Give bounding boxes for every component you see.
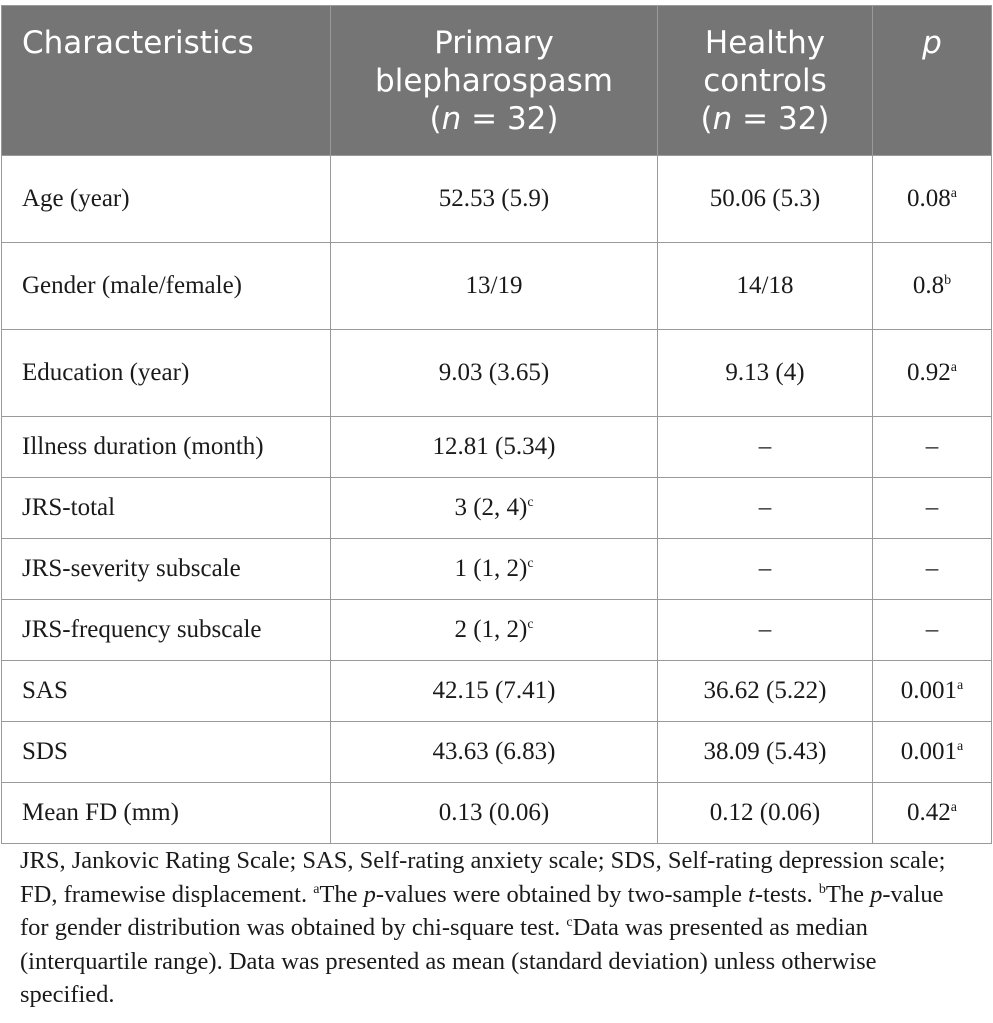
header-p: [873, 6, 992, 156]
header-hc-line1: Healthy: [704, 25, 826, 61]
header-blepharospasm: [331, 6, 658, 156]
table-row: [2, 330, 992, 417]
p-value: 0.42: [907, 799, 951, 826]
footnote-text: The: [319, 880, 364, 908]
cell-p: [873, 478, 992, 539]
row-label: Education (year): [2, 330, 331, 417]
demographics-table: [1, 5, 992, 844]
footnote-text: -value for gender distribution was obtained by chi-square test.: [20, 880, 944, 941]
bsp-value: 13/19: [465, 272, 523, 299]
cell-blepharospasm: [331, 661, 658, 722]
p-value: –: [925, 494, 939, 521]
cell-p: [873, 600, 992, 661]
cell-blepharospasm: [331, 330, 658, 417]
footnote-text: -tests.: [754, 880, 819, 908]
p-sup: a: [950, 186, 957, 201]
header-bsp-line2: blepharospasm: [375, 63, 613, 99]
bsp-value: 0.13 (0.06): [438, 799, 550, 826]
table-body: [2, 156, 992, 844]
cell-healthy-controls: –: [658, 539, 873, 600]
footnote-text: The: [825, 880, 871, 908]
table-row: [2, 722, 992, 783]
table-row: [2, 243, 992, 330]
p-value: 0.8: [912, 272, 945, 299]
row-label: Gender (male/female): [2, 243, 331, 330]
bsp-value: 42.15 (7.41): [432, 677, 556, 704]
cell-healthy-controls: 9.13 (4): [658, 330, 873, 417]
bsp-value: 52.53 (5.9): [438, 185, 550, 212]
cell-healthy-controls: 50.06 (5.3): [658, 156, 873, 243]
bsp-value: 9.03 (3.65): [438, 359, 550, 386]
p-value: –: [925, 433, 939, 460]
header-bsp-n-rest: = 32): [461, 101, 559, 137]
p-value: –: [925, 616, 939, 643]
cell-p: [873, 156, 992, 243]
header-characteristics: [2, 6, 331, 156]
table-row: [2, 417, 992, 478]
cell-blepharospasm: [331, 478, 658, 539]
cell-healthy-controls: 36.62 (5.22): [658, 661, 873, 722]
bsp-value: 3 (2, 4): [454, 494, 528, 521]
bsp-value: 12.81 (5.34): [432, 433, 556, 460]
footnote-italic-p: p: [363, 880, 376, 908]
cell-healthy-controls: 0.12 (0.06): [658, 783, 873, 844]
cell-healthy-controls: 14/18: [658, 243, 873, 330]
p-sup: a: [957, 739, 964, 754]
p-value: 0.001: [900, 677, 958, 704]
footnote-text: -values were obtained by two-sample: [375, 880, 749, 908]
table-row: [2, 156, 992, 243]
cell-p: [873, 539, 992, 600]
footnote-italic-t: t: [748, 880, 755, 908]
header-characteristics-text: Characteristics: [22, 25, 254, 61]
p-sup: a: [950, 800, 957, 815]
header-hc-line2: controls: [703, 63, 827, 99]
cell-blepharospasm: [331, 539, 658, 600]
cell-p: [873, 783, 992, 844]
footnote-text: JRS, Jankovic Rating Scale; SAS, Self-rating anxiety scale; SDS, Self-rating depression scale; FD, framewise displacement.: [20, 847, 946, 908]
bsp-value: 43.63 (6.83): [432, 738, 556, 765]
row-label: Illness duration (month): [2, 417, 331, 478]
header-hc-open-paren: (: [700, 101, 713, 137]
header-healthy-controls: [658, 6, 873, 156]
cell-blepharospasm: [331, 783, 658, 844]
cell-healthy-controls: –: [658, 478, 873, 539]
cell-healthy-controls: 38.09 (5.43): [658, 722, 873, 783]
header-hc-n: n: [712, 101, 733, 137]
p-value: 0.001: [900, 738, 958, 765]
table-row: [2, 600, 992, 661]
footnote-sup-b: b: [818, 881, 826, 897]
footnote-sup-a: a: [313, 881, 320, 897]
cell-p: [873, 243, 992, 330]
p-value: –: [925, 555, 939, 582]
table-row: [2, 539, 992, 600]
row-label: JRS-severity subscale: [2, 539, 331, 600]
p-value: 0.08: [907, 185, 951, 212]
p-sup: a: [957, 678, 964, 693]
cell-p: [873, 417, 992, 478]
cell-blepharospasm: [331, 722, 658, 783]
cell-blepharospasm: [331, 600, 658, 661]
header-bsp-open-paren: (: [429, 101, 442, 137]
bsp-sup: c: [527, 556, 534, 571]
p-sup: a: [950, 360, 957, 375]
bsp-value: 2 (1, 2): [454, 616, 528, 643]
header-hc-n-rest: = 32): [732, 101, 830, 137]
row-label: SDS: [2, 722, 331, 783]
p-sup: b: [944, 273, 952, 288]
footnote-sup-c: c: [566, 915, 573, 930]
table-row: [2, 661, 992, 722]
cell-healthy-controls: –: [658, 417, 873, 478]
bsp-sup: c: [527, 495, 534, 510]
row-label: JRS-total: [2, 478, 331, 539]
row-label: Age (year): [2, 156, 331, 243]
table-footnote: [20, 844, 975, 1012]
cell-blepharospasm: [331, 156, 658, 243]
cell-blepharospasm: [331, 417, 658, 478]
row-label: Mean FD (mm): [2, 783, 331, 844]
cell-blepharospasm: [331, 243, 658, 330]
cell-p: [873, 722, 992, 783]
header-bsp-n: n: [441, 101, 462, 137]
cell-p: [873, 330, 992, 417]
footnote-text: Data was presented as median (interquartile range). Data was presented as mean (standard deviation) unless otherwise specified.: [20, 914, 877, 1008]
row-label: JRS-frequency subscale: [2, 600, 331, 661]
header-p-text: p: [922, 25, 942, 61]
cell-p: [873, 661, 992, 722]
cell-healthy-controls: –: [658, 600, 873, 661]
row-label: SAS: [2, 661, 331, 722]
bsp-sup: c: [527, 617, 534, 632]
table-header-row: [2, 6, 992, 156]
p-value: 0.92: [907, 359, 951, 386]
bsp-value: 1 (1, 2): [454, 555, 528, 582]
header-bsp-line1: Primary: [434, 25, 554, 61]
footnote-italic-p: p: [870, 880, 883, 908]
table-row: [2, 478, 992, 539]
table-row: [2, 783, 992, 844]
